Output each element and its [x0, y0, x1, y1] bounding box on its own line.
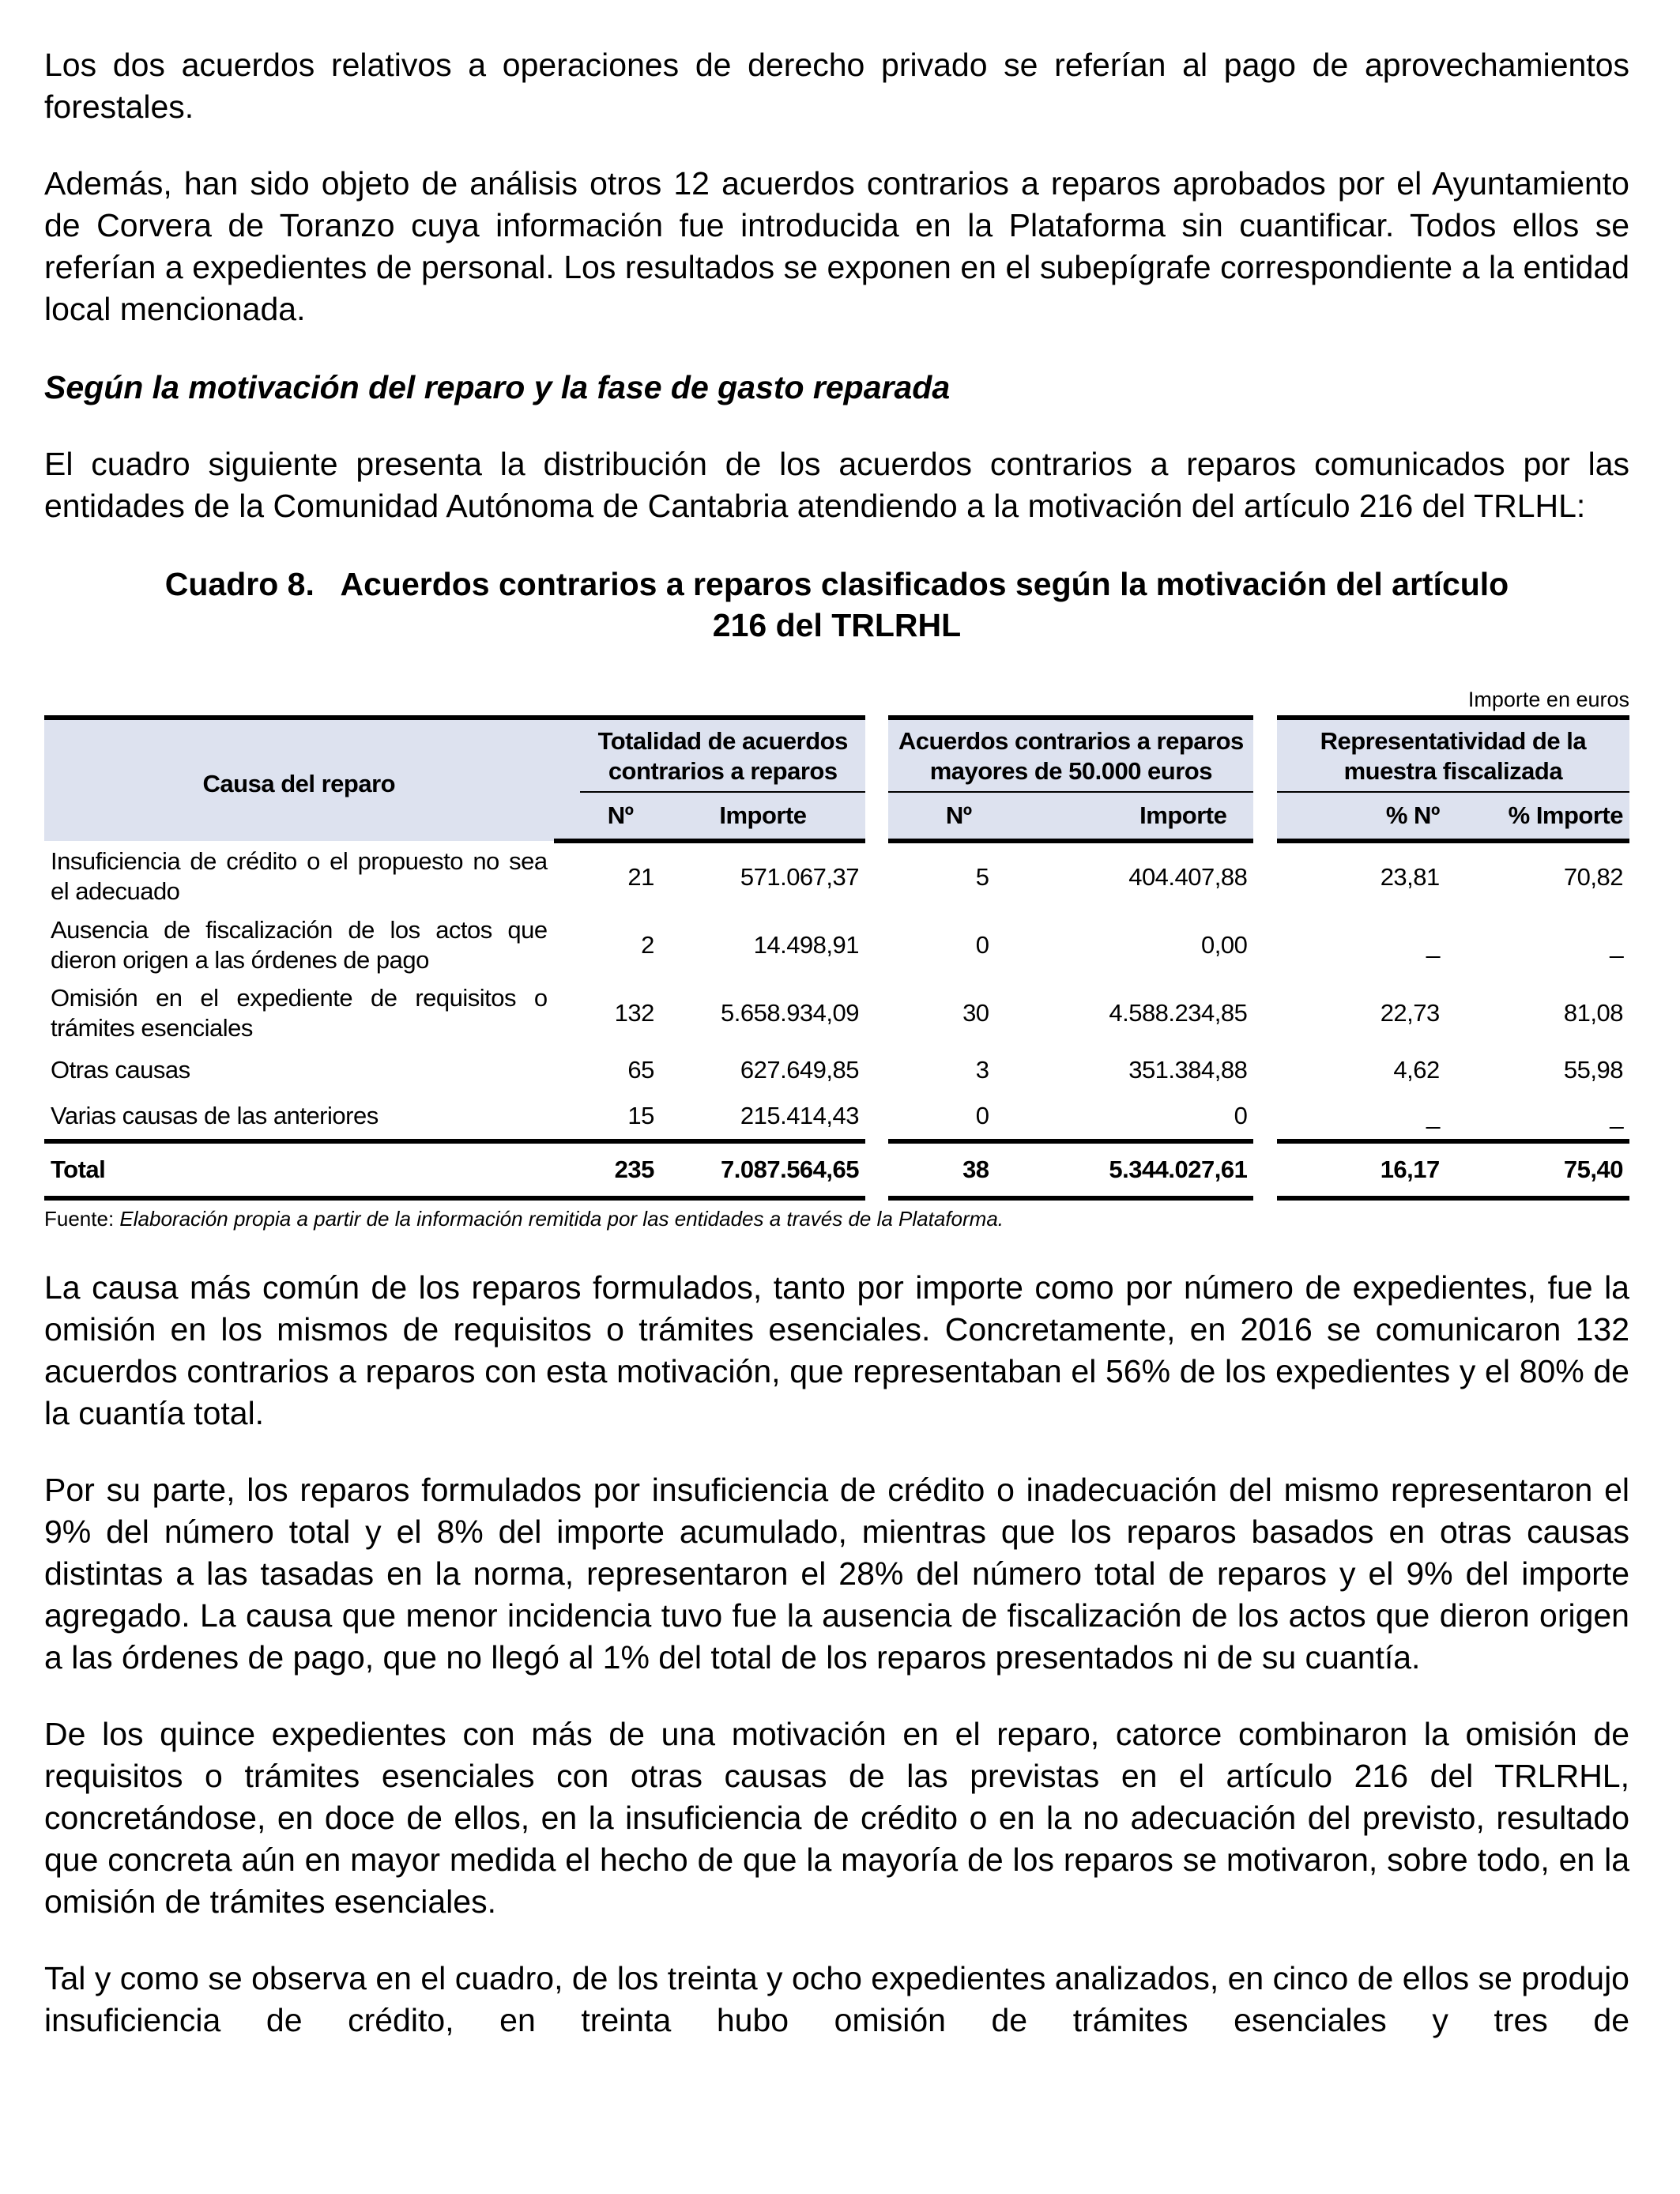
table-source-note	[44, 1205, 1629, 1232]
cell-pct-importe: 81,08	[1563, 999, 1623, 1027]
table-header-row-groups	[44, 718, 1629, 792]
data-table	[44, 715, 1629, 1201]
cell-n-total: 2	[641, 931, 654, 959]
cell-importe-total: 14.498,91	[753, 931, 860, 959]
header-group-total: Totalidad de acuerdos contrarios a reparos	[580, 718, 865, 792]
table-total-row	[44, 1141, 1629, 1198]
cell-pct-importe: 55,98	[1563, 1056, 1623, 1084]
cell-total-n-over: 38	[888, 1141, 995, 1198]
cell-n-total: 65	[627, 1056, 654, 1084]
header-pct-n: % Nº	[1277, 792, 1446, 841]
cell-cause: Varias causas de las anteriores	[51, 1102, 379, 1129]
cell-pct-importe: _	[1610, 931, 1623, 959]
paragraph-7: Tal y como se observa en el cuadro, de los treinta y ocho expedientes analizados, en cinco de ellos se produjo insuficiencia de crédito, en treinta hubo omisión de trámites esenciales y tres de	[44, 1960, 1629, 2038]
paragraph-5: Por su parte, los reparos formulados por insuficiencia de crédito o inadecuación del mismo representaron el 9% del número total y el 8% del importe acumulado, mientras que los reparos basados en otras causas distintas a las tasadas en la norma, representaron el 28% del número total de reparos y el 9% del importe agregado. La causa que menor incidencia tuvo fue la ausencia de fiscalización de los actos que dieron origen a las órdenes de pago, que no llegó al 1% del total de los reparos presentados ni de su cuantía.	[44, 1472, 1629, 1676]
cell-pct-n: 22,73	[1380, 999, 1440, 1027]
cell-n-over: 3	[975, 1056, 989, 1084]
cell-n-over: 0	[975, 1102, 989, 1129]
header-pct-importe: % Importe	[1446, 792, 1629, 841]
cell-n-total: 21	[627, 863, 654, 891]
paragraph-1: Los dos acuerdos relativos a operaciones de derecho privado se referían al pago de aprovechamientos forestales.	[44, 47, 1629, 125]
cell-pct-n: 23,81	[1380, 863, 1440, 891]
cell-cause: Otras causas	[51, 1056, 190, 1084]
document-page	[44, 44, 1629, 2041]
cell-n-total: 15	[627, 1102, 654, 1129]
cell-n-total: 132	[614, 999, 654, 1027]
cell-total-importe: 7.087.564,65	[661, 1141, 865, 1198]
cell-importe-total: 215.414,43	[740, 1102, 860, 1129]
header-group-over-50000: Acuerdos contrarios a reparos mayores de 50.000 euros	[888, 718, 1253, 792]
cell-pct-importe: _	[1610, 1102, 1623, 1129]
cell-n-over: 5	[975, 863, 989, 891]
section-subheading: Según la motivación del reparo y la fase de gasto reparada	[44, 369, 951, 405]
table-caption-line-2: 216 del TRLRHL	[712, 607, 962, 643]
cell-total-pct-n: 16,17	[1277, 1141, 1446, 1198]
cell-importe-over: 4.588.234,85	[1109, 999, 1248, 1027]
cell-cause: Omisión en el expediente de requisitos o trámites esenciales	[51, 984, 548, 1042]
table-row	[44, 1093, 1629, 1141]
cell-total-n: 235	[580, 1141, 660, 1198]
table-caption-line-1: Cuadro 8. Acuerdos contrarios a reparos clasificados según la motivación del artículo	[164, 566, 1509, 602]
cell-importe-over: 351.384,88	[1128, 1056, 1248, 1084]
header-group-representativeness: Representatividad de la muestra fiscalizada	[1277, 718, 1629, 792]
table-row	[44, 841, 1629, 911]
cell-pct-n: _	[1426, 1102, 1440, 1129]
table-row	[44, 979, 1629, 1047]
source-text: Elaboración propia a partir de la información remitida por las entidades a través de la Plataforma.	[119, 1207, 1004, 1231]
paragraph-4: La causa más común de los reparos formulados, tanto por importe como por número de expedientes, fue la omisión en los mismos de requisitos o trámites esenciales. Concretamente, en 2016 se comunicaron 132 acuerdos contrarios a reparos con esta motivación, que representaban el 56% de los expedientes y el 80% de la cuantía total.	[44, 1269, 1629, 1431]
table-caption	[44, 564, 1629, 646]
cell-importe-over: 404.407,88	[1128, 863, 1248, 891]
cell-cause: Insuficiencia de crédito o el propuesto no sea el adecuado	[51, 846, 548, 905]
cell-cause: Ausencia de fiscalización de los actos que dieron origen a las órdenes de pago	[51, 916, 548, 974]
table-units-note: Importe en euros	[1467, 688, 1629, 711]
header-importe-2: Importe	[996, 792, 1254, 841]
cell-total-label: Total	[44, 1141, 554, 1198]
cell-importe-total: 5.658.934,09	[721, 999, 860, 1027]
cell-importe-total: 627.649,85	[740, 1056, 860, 1084]
header-cause: Causa del reparo	[44, 718, 554, 841]
source-label: Fuente:	[44, 1207, 120, 1231]
cell-n-over: 0	[975, 931, 989, 959]
cell-total-pct-importe: 75,40	[1446, 1141, 1629, 1198]
paragraph-6: De los quince expedientes con más de una motivación en el reparo, catorce combinaron la omisión de requisitos o trámites esenciales con otras causas de las previstas en el artículo 216 del TRLRHL, concretándose, en doce de ellos, en la insuficiencia de crédito o en la no adecuación del previsto, resultado que concreta aún en mayor medida el hecho de que la mayoría de los reparos se motivaron, sobre todo, en la omisión de trámites esenciales.	[44, 1716, 1629, 1920]
header-n-2: Nº	[888, 792, 995, 841]
table-row	[44, 1047, 1629, 1093]
paragraph-3: El cuadro siguiente presenta la distribución de los acuerdos contrarios a reparos comunicados por las entidades de la Comunidad Autónoma de Cantabria atendiendo a la motivación del artículo 216 del TRLHL:	[44, 446, 1629, 524]
header-importe-1: Importe	[661, 792, 865, 841]
cell-importe-over: 0	[1234, 1102, 1248, 1129]
cell-importe-over: 0,00	[1201, 931, 1248, 959]
cell-n-over: 30	[962, 999, 989, 1027]
table-row	[44, 911, 1629, 979]
cell-pct-n: 4,62	[1393, 1056, 1440, 1084]
header-n-1: Nº	[580, 792, 660, 841]
paragraph-2: Además, han sido objeto de análisis otros 12 acuerdos contrarios a reparos aprobados por el Ayuntamiento de Corvera de Toranzo cuya información fue introducida en la Plataforma sin cuantificar. Todos ellos se referían a expedientes de personal. Los resultados se exponen en el subepígrafe correspondiente a la entidad local mencionada.	[44, 165, 1629, 327]
cell-importe-total: 571.067,37	[740, 863, 860, 891]
cell-pct-n: _	[1426, 931, 1440, 959]
cell-total-importe-over: 5.344.027,61	[996, 1141, 1254, 1198]
cell-pct-importe: 70,82	[1563, 863, 1623, 891]
